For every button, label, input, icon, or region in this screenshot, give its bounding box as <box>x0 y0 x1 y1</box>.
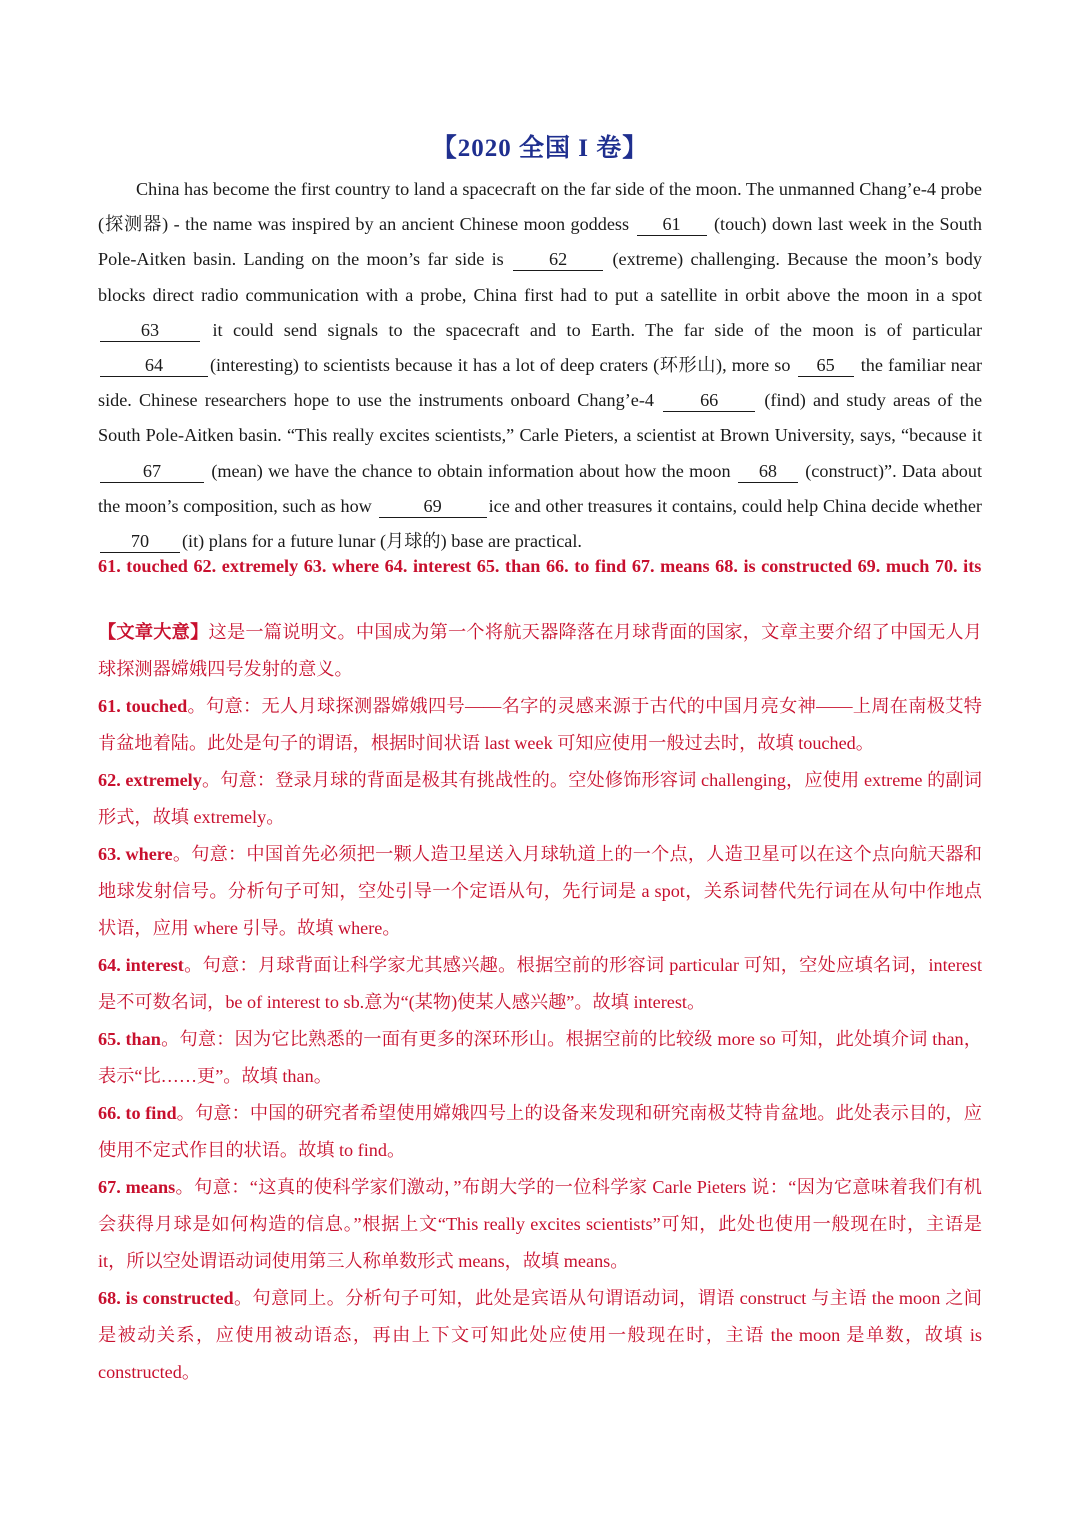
blank-65: 65 <box>798 354 854 377</box>
explanation-item <box>98 762 982 836</box>
explanation-text: 。句意：月球背面让科学家尤其感兴趣。根据空前的形容词 particular 可知，空处应填名词，interest 是不可数名词，be of interest to sb.意为“(某物)使某人感兴趣”。故填 interest。 <box>98 955 983 1012</box>
explanation-head: 63. where <box>98 844 173 864</box>
page-title: 【2020 全国 I 卷】 <box>431 135 649 162</box>
passage-text: (find) and study areas of the South Pole-Aitken basin. “This really excites scientists,” Carle Pieters, a scientist at Brown University, says, “because it <box>98 390 983 446</box>
summary-label: 【文章大意】 <box>98 622 209 642</box>
summary-paragraph <box>98 614 982 688</box>
explanation-item <box>98 836 982 947</box>
summary-text: 这是一篇说明文。中国成为第一个将航天器降落在月球背面的国家，文章主要介绍了中国无人月球探测器嫦娥四号发射的意义。 <box>98 622 982 679</box>
blank-64: 64 <box>100 354 208 377</box>
explanation-text: 。句意：因为它比熟悉的一面有更多的深环形山。根据空前的比较级 more so 可知，此处填介词 than，表示“比……更”。故填 than。 <box>98 1029 982 1086</box>
blank-63: 63 <box>100 319 200 342</box>
explanation-head: 64. interest <box>98 955 184 975</box>
explanation-item <box>98 1021 982 1095</box>
explanations-section <box>98 614 982 1391</box>
explanation-item <box>98 947 982 1021</box>
explanation-text: 。句意：中国首先必须把一颗人造卫星送入月球轨道上的一个点，人造卫星可以在这个点向航天器和地球发射信号。分析句子可知，空处引导一个定语从句，先行词是 a spot，关系词替代先行词在从句中作地点状语，应用 where 引导。故填 where。 <box>98 844 982 938</box>
explanation-text: 。句意同上。分析句子可知，此处是宾语从句谓语动词，谓语 construct 与主语 the moon 之间是被动关系，应使用被动语态，再由上下文可知此处应使用一般现在时，主语 the moon 是单数，故填 is constructed。 <box>98 1288 982 1382</box>
answer-key: 61. touched 62. extremely 63. where 64. interest 65. than 66. to find 67. means 68. is constructed 69. much 70. its <box>98 556 982 576</box>
cloze-passage <box>98 172 982 559</box>
explanation-head: 65. than <box>98 1029 161 1049</box>
passage-text: the familiar near side. Chinese researchers hope to use the instruments onboard Chang’e-4 <box>98 355 983 411</box>
explanation-item <box>98 688 982 762</box>
explanation-head: 62. extremely <box>98 770 202 790</box>
explanation-head: 67. means <box>98 1177 176 1197</box>
explanation-item <box>98 1095 982 1169</box>
passage-text: (construct)”. Data about the moon’s composition, such as how <box>98 460 983 516</box>
passage-text: (mean) we have the chance to obtain information about how the moon <box>211 460 731 481</box>
passage-text: China has become the first country to land a spacecraft on the far side of the moon. The unmanned Chang’e-4 probe (探测器) - the name was inspired by an ancient Chinese moon goddess <box>98 179 982 235</box>
blank-68: 68 <box>738 460 798 483</box>
explanation-head: 66. to find <box>98 1103 177 1123</box>
blank-69: 69 <box>379 495 487 518</box>
passage-text: (interesting) to scientists because it has a lot of deep craters (环形山), more so <box>210 355 791 376</box>
passage-text: (touch) down last week in the South Pole-Aitken basin. Landing on the moon’s far side is <box>98 214 983 270</box>
explanation-text: 。句意：“这真的使科学家们激动，”布朗大学的一位科学家 Carle Pieters 说：“因为它意味着我们有机会获得月球是如何构造的信息。”根据上文“This really excites scientists”可知，此处也使用一般现在时，主语是 it，所以空处谓语动词使用第三人称单数形式 means，故填 means。 <box>98 1177 982 1271</box>
explanation-item <box>98 1169 982 1280</box>
passage-text: ice and other treasures it contains, could help China decide whether <box>488 495 982 516</box>
blank-70: 70 <box>100 530 180 553</box>
passage-text: (extreme) challenging. Because the moon’s body blocks direct radio communication with a probe, China first had to put a satellite in orbit above the moon in a spot <box>98 249 982 305</box>
blank-67: 67 <box>100 460 204 483</box>
explanation-text: 。句意：中国的研究者希望使用嫦娥四号上的设备来发现和研究南极艾特肯盆地。此处表示目的，应使用不定式作目的状语。故填 to find。 <box>98 1103 982 1160</box>
explanation-head: 61. touched <box>98 696 188 716</box>
blank-61: 61 <box>637 213 707 236</box>
explanation-head: 68. is constructed <box>98 1288 234 1308</box>
blank-62: 62 <box>513 248 603 271</box>
passage-text: it could send signals to the spacecraft and to Earth. The far side of the moon is of particular <box>212 319 983 340</box>
explanation-text: 。句意：无人月球探测器嫦娥四号——名字的灵感来源于古代的中国月亮女神——上周在南极艾特肯盆地着陆。此处是句子的谓语，根据时间状语 last week 可知应使用一般过去时，故填 touched。 <box>98 696 982 753</box>
explanation-text: 。句意：登录月球的背面是极其有挑战性的。空处修饰形容词 challenging，应使用 extreme 的副词形式，故填 extremely。 <box>98 770 982 827</box>
explanation-item <box>98 1280 982 1391</box>
blank-66: 66 <box>663 389 755 412</box>
passage-text: (it) plans for a future lunar (月球的) base are practical. <box>182 531 582 552</box>
